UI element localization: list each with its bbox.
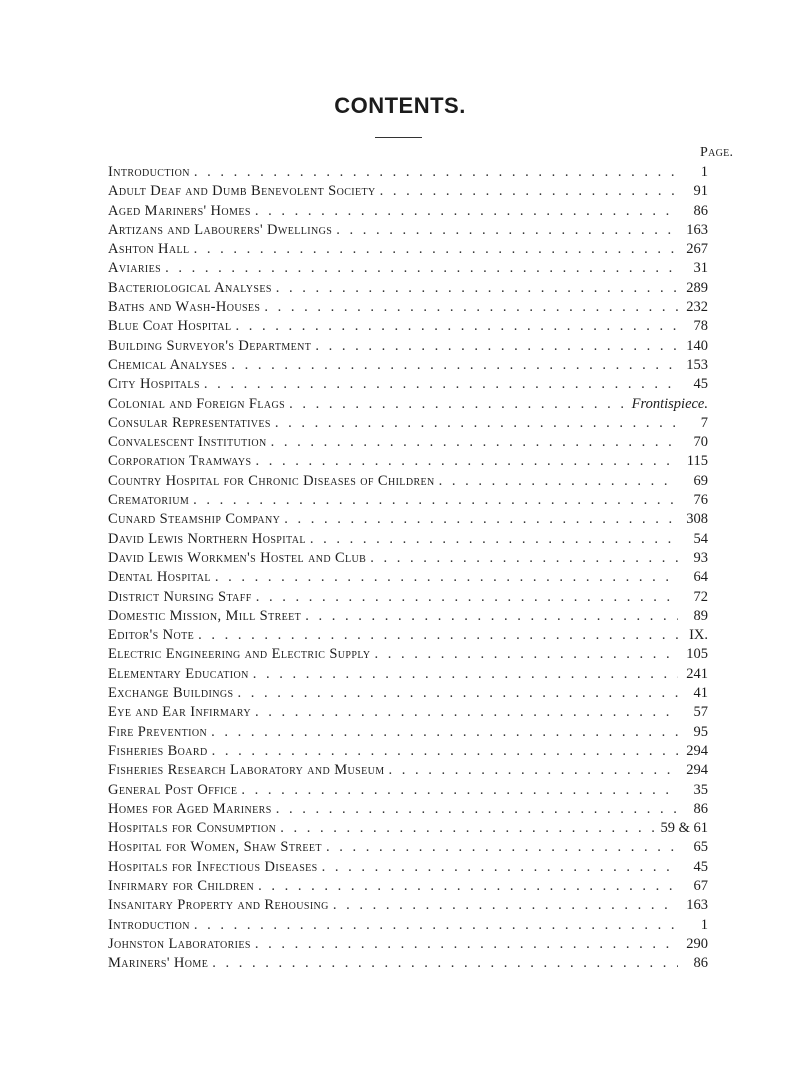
contents-entry xyxy=(108,626,708,645)
entry-title: Insanitary Property and Rehousing xyxy=(108,897,329,914)
dot-leader xyxy=(200,375,678,394)
entry-title: Hospital for Women, Shaw Street xyxy=(108,839,322,856)
contents-entry xyxy=(108,607,708,626)
entry-page-number: 163 xyxy=(686,221,708,238)
dot-leader xyxy=(251,202,678,221)
dot-leader xyxy=(267,433,678,452)
entry-title: Johnston Laboratories xyxy=(108,935,251,952)
entry-title: Blue Coat Hospital xyxy=(108,318,232,335)
entry-page-number: 105 xyxy=(686,646,708,663)
contents-entry xyxy=(108,800,708,819)
contents-entry xyxy=(108,491,708,510)
dot-leader xyxy=(251,935,678,954)
entry-title: Aviaries xyxy=(108,260,162,277)
contents-entry xyxy=(108,877,708,896)
entry-title: Bacteriological Analyses xyxy=(108,279,272,296)
dot-leader xyxy=(227,356,678,375)
contents-list xyxy=(108,163,708,973)
contents-entry xyxy=(108,202,708,221)
contents-entry xyxy=(108,684,708,703)
entry-title: Eye and Ear Infirmary xyxy=(108,704,251,721)
dot-leader xyxy=(231,317,678,336)
dot-leader xyxy=(251,703,678,722)
dot-leader xyxy=(285,395,632,414)
contents-entry xyxy=(108,588,708,607)
entry-title: Electric Engineering and Electric Supply xyxy=(108,646,371,663)
entry-page-number: 241 xyxy=(686,665,708,682)
entry-title: Homes for Aged Mariners xyxy=(108,800,272,817)
contents-entry xyxy=(108,858,708,877)
entry-page-number: 86 xyxy=(693,955,708,972)
entry-title: Hospitals for Consumption xyxy=(108,820,277,837)
entry-page-number: 115 xyxy=(686,453,708,470)
entry-title: Cunard Steamship Company xyxy=(108,511,281,528)
contents-entry xyxy=(108,298,708,317)
entry-page-number: 95 xyxy=(693,723,708,740)
title-rule xyxy=(375,137,422,138)
entry-title: Chemical Analyses xyxy=(108,356,228,373)
entry-page-number: 64 xyxy=(693,569,708,586)
contents-entry xyxy=(108,665,708,684)
entry-page-number: 86 xyxy=(693,202,708,219)
contents-entry xyxy=(108,279,708,298)
entry-page-number: 31 xyxy=(693,260,708,277)
dot-leader xyxy=(306,530,678,549)
entry-title: Crematorium xyxy=(108,492,190,509)
contents-entry xyxy=(108,723,708,742)
entry-page-number: 294 xyxy=(686,742,708,759)
entry-page-number: 70 xyxy=(693,434,708,451)
entry-page-number: 35 xyxy=(693,781,708,798)
entry-page-number: 308 xyxy=(686,511,708,528)
entry-page-number: 267 xyxy=(686,241,708,258)
dot-leader xyxy=(254,877,678,896)
entry-title: Fire Prevention xyxy=(108,723,208,740)
entry-title: Colonial and Foreign Flags xyxy=(108,395,286,412)
contents-entry xyxy=(108,645,708,664)
entry-title: Exchange Buildings xyxy=(108,685,234,702)
contents-entry xyxy=(108,433,708,452)
dot-leader xyxy=(251,452,678,471)
entry-page-number: 163 xyxy=(686,897,708,914)
contents-entry xyxy=(108,472,708,491)
dot-leader xyxy=(272,800,678,819)
contents-entry xyxy=(108,259,708,278)
dot-leader xyxy=(190,163,678,182)
entry-title: Mariners' Home xyxy=(108,955,209,972)
entry-title: Baths and Wash-Houses xyxy=(108,299,261,316)
entry-title: Artizans and Labourers' Dwellings xyxy=(108,221,333,238)
contents-entry xyxy=(108,163,708,182)
entry-title: Domestic Mission, Mill Street xyxy=(108,607,302,624)
dot-leader xyxy=(161,259,678,278)
dot-leader xyxy=(332,221,678,240)
entry-page-number: 232 xyxy=(686,299,708,316)
dot-leader xyxy=(190,916,678,935)
entry-title: Editor's Note xyxy=(108,627,195,644)
dot-leader xyxy=(385,761,679,780)
entry-title: Ashton Hall xyxy=(108,241,190,258)
contents-entry xyxy=(108,896,708,915)
contents-entry xyxy=(108,375,708,394)
entry-title: Elementary Education xyxy=(108,665,249,682)
contents-entry xyxy=(108,819,708,838)
entry-page-number: 140 xyxy=(686,337,708,354)
contents-entry xyxy=(108,317,708,336)
entry-title: Adult Deaf and Dumb Benevolent Society xyxy=(108,183,376,200)
dot-leader xyxy=(376,182,678,201)
page-title: CONTENTS. xyxy=(334,93,466,118)
contents-entry xyxy=(108,781,708,800)
contents-entry xyxy=(108,337,708,356)
dot-leader xyxy=(233,684,678,703)
entry-page-number: 78 xyxy=(693,318,708,335)
entry-page-number: 1 xyxy=(700,916,708,933)
contents-entry xyxy=(108,916,708,935)
entry-page-number: IX. xyxy=(689,627,708,644)
contents-entry xyxy=(108,356,708,375)
dot-leader xyxy=(237,781,678,800)
dot-leader xyxy=(207,723,678,742)
entry-title: Hospitals for Infectious Diseases xyxy=(108,858,318,875)
dot-leader xyxy=(208,954,678,973)
dot-leader xyxy=(190,240,678,259)
dot-leader xyxy=(311,337,678,356)
contents-entry xyxy=(108,954,708,973)
dot-leader xyxy=(252,588,678,607)
contents-entry xyxy=(108,221,708,240)
contents-entry xyxy=(108,761,708,780)
dot-leader xyxy=(249,665,678,684)
contents-entry xyxy=(108,549,708,568)
entry-page-number: 294 xyxy=(686,762,708,779)
entry-page-number: 1 xyxy=(700,164,708,180)
contents-entry xyxy=(108,935,708,954)
entry-page-number: 89 xyxy=(693,607,708,624)
entry-page-number: 76 xyxy=(693,492,708,509)
contents-entry xyxy=(108,182,708,201)
dot-leader xyxy=(435,472,678,491)
entry-title: Aged Mariners' Homes xyxy=(108,202,251,219)
entry-title: Dental Hospital xyxy=(108,569,211,586)
entry-title: David Lewis Northern Hospital xyxy=(108,530,306,547)
entry-page-number: 59 & 61 xyxy=(660,820,708,837)
entry-title: District Nursing Staff xyxy=(108,588,252,605)
dot-leader xyxy=(272,279,678,298)
entry-page-number: 7 xyxy=(700,414,708,431)
entry-title: Convalescent Institution xyxy=(108,434,267,451)
entry-title: City Hospitals xyxy=(108,376,200,393)
entry-page-number: 54 xyxy=(693,530,708,547)
contents-entry xyxy=(108,838,708,857)
page-column-heading: Page. xyxy=(700,145,734,160)
entry-page-number: 290 xyxy=(686,935,708,952)
dot-leader xyxy=(208,742,678,761)
entry-page-number: 72 xyxy=(693,588,708,605)
entry-title: Introduction xyxy=(108,164,190,180)
entry-page-number: Frontispiece. xyxy=(631,395,708,412)
entry-page-number: 45 xyxy=(693,858,708,875)
entry-title: Corporation Tramways xyxy=(108,453,252,470)
contents-entry xyxy=(108,395,708,414)
contents-entry xyxy=(108,452,708,471)
contents-entry xyxy=(108,703,708,722)
entry-page-number: 57 xyxy=(693,704,708,721)
entry-page-number: 45 xyxy=(693,376,708,393)
dot-leader xyxy=(329,896,678,915)
dot-leader xyxy=(260,298,678,317)
entry-title: Fisheries Research Laboratory and Museum xyxy=(108,762,385,779)
dot-leader xyxy=(211,568,678,587)
entry-page-number: 65 xyxy=(693,839,708,856)
entry-page-number: 69 xyxy=(693,472,708,489)
entry-page-number: 41 xyxy=(693,685,708,702)
dot-leader xyxy=(276,819,660,838)
contents-entry xyxy=(108,568,708,587)
dot-leader xyxy=(366,549,678,568)
contents-entry xyxy=(108,742,708,761)
entry-title: Introduction xyxy=(108,916,190,933)
entry-title: Infirmary for Children xyxy=(108,877,255,894)
entry-title: General Post Office xyxy=(108,781,238,798)
dot-leader xyxy=(271,414,678,433)
dot-leader xyxy=(194,626,678,645)
entry-title: Fisheries Board xyxy=(108,742,208,759)
contents-entry xyxy=(108,240,708,259)
entry-title: Country Hospital for Chronic Diseases of Children xyxy=(108,472,435,489)
entry-page-number: 153 xyxy=(686,356,708,373)
contents-entry xyxy=(108,510,708,529)
dot-leader xyxy=(280,510,678,529)
entry-page-number: 86 xyxy=(693,800,708,817)
entry-page-number: 93 xyxy=(693,549,708,566)
dot-leader xyxy=(318,858,678,877)
entry-page-number: 289 xyxy=(686,279,708,296)
contents-entry xyxy=(108,414,708,433)
dot-leader xyxy=(189,491,678,510)
entry-title: David Lewis Workmen's Hostel and Club xyxy=(108,549,367,566)
entry-title: Building Surveyor's Department xyxy=(108,337,312,354)
dot-leader xyxy=(322,838,678,857)
contents-entry xyxy=(108,530,708,549)
dot-leader xyxy=(301,607,678,626)
dot-leader xyxy=(370,645,678,664)
entry-title: Consular Representatives xyxy=(108,414,271,431)
entry-page-number: 67 xyxy=(693,877,708,894)
entry-page-number: 91 xyxy=(693,183,708,200)
